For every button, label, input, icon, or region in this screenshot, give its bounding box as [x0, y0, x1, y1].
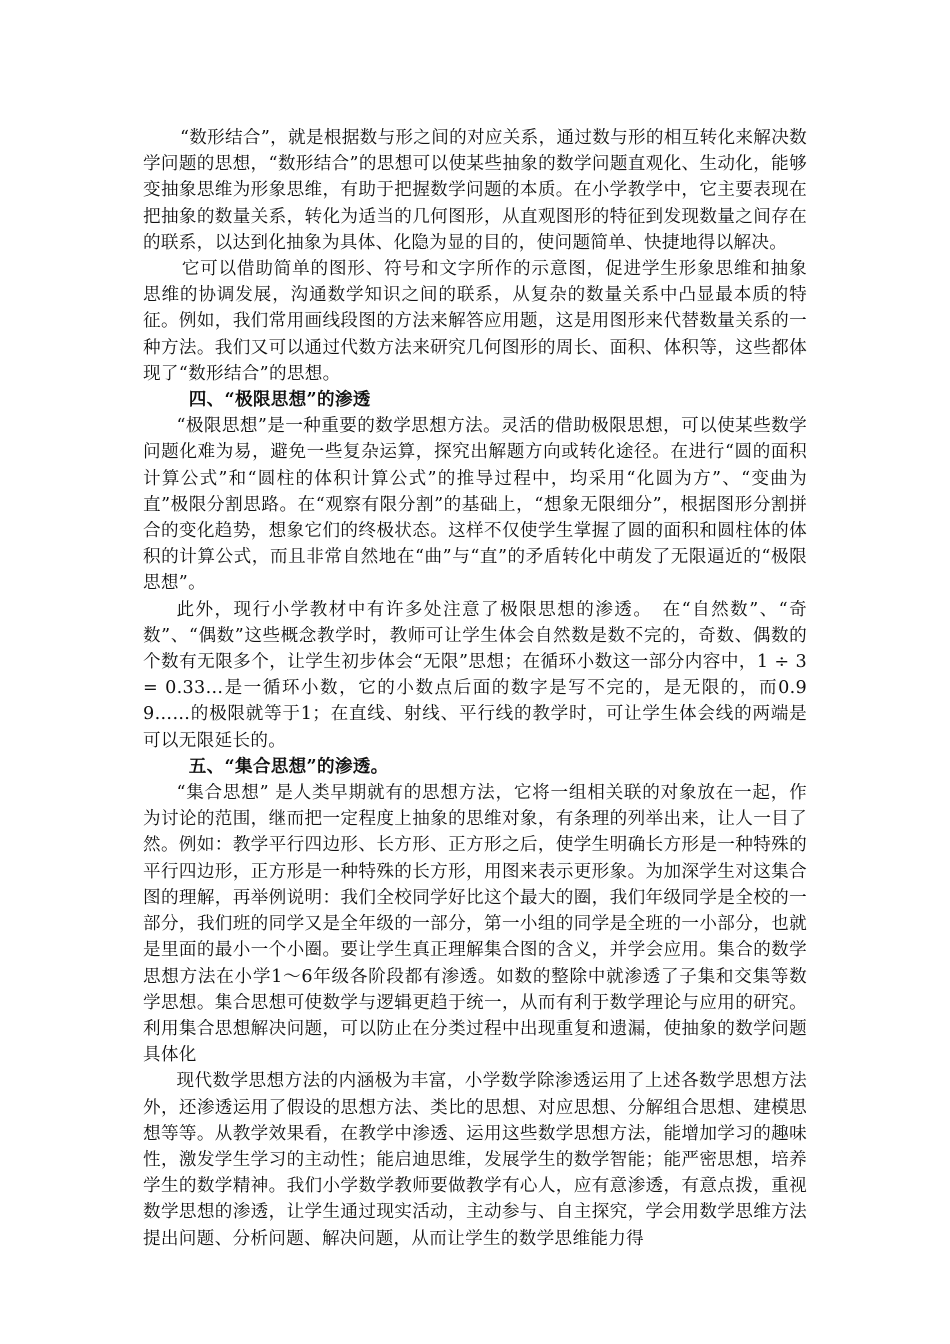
paragraph-schematic-diagram: 它可以借助简单的图形、符号和文字所作的示意图，促进学生形象思维和抽象思维的协调发展，沟通数学知识之间的联系，从复杂的数量关系中凸显最本质的特征。例如，我们常用画线段图的方法来解答应用题，这是用图形来代替数量关系的一种方法。我们又可以通过代数方法来研究几何图形的周长、面积、体积等，这些都体现了“数形结合”的思想。 [143, 259, 807, 384]
section-heading-limit-thinking: 四、“极限思想”的渗透 [188, 389, 371, 411]
paragraph-limit-in-textbooks: 此外，现行小学教材中有许多处注意了极限思想的渗透。 在“自然数”、“奇数”、“偶数”这些概念教学时，教师可让学生体会自然数是数不完的，奇数、偶数的个数有无限多个，让学生初步体会“无限”思想；在循环小数这一部分内容中，1 ÷ 3 = 0.33…是一循环小数，它的小数点后面的数字是写不完的，是无限的，而0.99……的极限就等于1；在直线、射线、平行线的教学时，可让学生体会线的两端是可以无限延长的。 [143, 599, 807, 751]
document-page [143, 125, 807, 1252]
section-heading-set-thinking: 五、“集合思想”的渗透。 [188, 755, 389, 777]
paragraph-set-thinking: “集合思想” 是人类早期就有的思想方法，它将一组相关联的对象放在一起，作为讨论的范围，继而把一定程度上抽象的思维对象，有条理的列举出来，让人一目了然。例如：教学平行四边形、长方形、正方形之后，使学生明确长方形是一种特殊的平行四边形，正方形是一种特殊的长方形，用图来表示更形象。为加深学生对这集合图的理解，再举例说明：我们全校同学好比这个最大的圈，我们年级同学是全校的一部分，我们班的同学又是全年级的一部分，第一小组的同学是全班的一小部分，也就是里面的最小一个小圈。要让学生真正理解集合图的含义，并学会应用。集合的数学思想方法在小学1～6年级各阶段都有渗透。如数的整除中就渗透了子集和交集等数学思想。集合思想可使数学与逻辑更趋于统一，从而有利于数学理论与应用的研究。利用集合思想解决问题，可以防止在分类过程中出现重复和遗漏，使抽象的数学问题具体化 [143, 783, 807, 1066]
paragraph-limit-thinking: “极限思想”是一种重要的数学思想方法。灵活的借助极限思想，可以使某些数学问题化难为易，避免一些复杂运算，探究出解题方向或转化途径。在进行“圆的面积计算公式”和“圆柱的体积计算公式”的推导过程中，均采用“化圆为方”、“变曲为直”极限分割思路。在“观察有限分割”的基础上，“想象无限细分”，根据图形分割拼合的变化趋势，想象它们的终极状态。这样不仅使学生掌握了圆的面积和圆柱体的体积的计算公式，而且非常自然地在“曲”与“直”的矛盾转化中萌发了无限逼近的“极限思想”。 [143, 416, 807, 594]
paragraph-conclusion: 现代数学思想方法的内涵极为丰富，小学数学除渗透运用了上述各数学思想方法外，还渗透运用了假设的思想方法、类比的思想、对应思想、分解组合思想、建模思想等等。从教学效果看，在教学中渗透、运用这些数学思想方法，能增加学习的趣味性，激发学生学习的主动性；能启迪思维，发展学生的数学智能；能严密思想，培养学生的数学精神。我们小学数学教师要做教学有心人，应有意渗透，有意点拨，重视数学思想的渗透，让学生通过现实活动，主动参与、自主探究，学会用数学思维方法提出问题、分析问题、解决问题，从而让学生的数学思维能力得 [143, 1071, 807, 1249]
paragraph-shuxing-jiehe: “数形结合”，就是根据数与形之间的对应关系，通过数与形的相互转化来解决数学问题的思想，“数形结合”的思想可以使某些抽象的数学问题直观化、生动化，能够变抽象思维为形象思维，有助于把握数学问题的本质。在小学教学中，它主要表现在把抽象的数量关系，转化为适当的几何图形，从直观图形的特征到发现数量之间存在的联系，以达到化抽象为具体、化隐为显的目的，使问题简单、快捷地得以解决。 [143, 128, 807, 253]
